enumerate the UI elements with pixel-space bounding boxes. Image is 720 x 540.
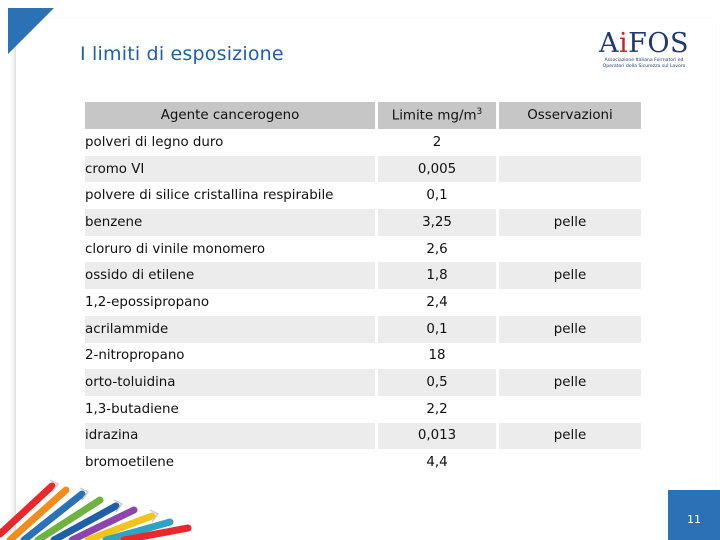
page-number: 11 bbox=[668, 490, 720, 540]
table-row bbox=[85, 289, 641, 316]
cell-limit: 0,1 bbox=[377, 316, 498, 343]
page-title: I limiti di esposizione bbox=[80, 43, 284, 65]
cell-agent: 2-nitropropano bbox=[85, 343, 377, 370]
cell-observations: pelle bbox=[498, 209, 642, 236]
cell-observations bbox=[498, 289, 642, 316]
cell-agent: cloruro di vinile monomero bbox=[85, 236, 377, 263]
logo-wordmark: AiFOS bbox=[598, 28, 689, 59]
cell-agent: polvere di silice cristallina respirabile bbox=[85, 182, 377, 209]
cell-observations bbox=[498, 156, 642, 183]
cell-agent: acrilammide bbox=[85, 316, 377, 343]
table-row bbox=[85, 236, 641, 263]
header-observations: Osservazioni bbox=[498, 102, 642, 129]
cell-agent: benzene bbox=[85, 209, 377, 236]
cell-agent: polveri di legno duro bbox=[85, 129, 377, 156]
table-row bbox=[85, 209, 641, 236]
cell-limit: 0,5 bbox=[377, 369, 498, 396]
cell-observations bbox=[498, 396, 642, 423]
table-row bbox=[85, 343, 641, 370]
header-limit: Limite $mg/m^3$ bbox=[377, 102, 498, 129]
cell-observations: pelle bbox=[498, 423, 642, 450]
cell-observations bbox=[498, 182, 642, 209]
table-row bbox=[85, 316, 641, 343]
cell-limit: 0,1 bbox=[377, 182, 498, 209]
cell-observations bbox=[498, 129, 642, 156]
table-row bbox=[85, 369, 641, 396]
exposure-limits-table bbox=[85, 102, 641, 476]
cell-observations bbox=[498, 343, 642, 370]
cell-agent: ossido di etilene bbox=[85, 262, 377, 289]
cell-limit: 2,4 bbox=[377, 289, 498, 316]
cell-observations bbox=[498, 449, 642, 476]
cell-limit: 2 bbox=[377, 129, 498, 156]
cell-agent: orto-toluidina bbox=[85, 369, 377, 396]
cell-limit: 0,013 bbox=[377, 423, 498, 450]
aifos-logo bbox=[596, 30, 692, 72]
cell-limit: 3,25 bbox=[377, 209, 498, 236]
table-row bbox=[85, 129, 641, 156]
header-agent: Agente cancerogeno bbox=[85, 102, 377, 129]
cell-limit: 18 bbox=[377, 343, 498, 370]
logo-subtitle-line2: Operatori della Sicurezza sul Lavoro bbox=[602, 63, 686, 69]
table-row bbox=[85, 156, 641, 183]
cell-agent: bromoetilene bbox=[85, 449, 377, 476]
cell-agent: idrazina bbox=[85, 423, 377, 450]
decorative-arrows bbox=[0, 446, 200, 540]
cell-observations: pelle bbox=[498, 262, 642, 289]
logo-subtitle-line1: Associazione Italiana Formatori ed bbox=[604, 58, 684, 63]
cell-observations: pelle bbox=[498, 369, 642, 396]
table-row bbox=[85, 262, 641, 289]
cell-observations: pelle bbox=[498, 316, 642, 343]
cell-limit: 2,2 bbox=[377, 396, 498, 423]
cell-agent: 1,2-epossipropano bbox=[85, 289, 377, 316]
cell-observations bbox=[498, 236, 642, 263]
cell-limit: 2,6 bbox=[377, 236, 498, 263]
cell-limit: 0,005 bbox=[377, 156, 498, 183]
cell-limit: 4,4 bbox=[377, 449, 498, 476]
cell-limit: 1,8 bbox=[377, 262, 498, 289]
table-row bbox=[85, 182, 641, 209]
cell-agent: cromo VI bbox=[85, 156, 377, 183]
corner-triangle-decoration bbox=[8, 8, 54, 54]
cell-agent: 1,3-butadiene bbox=[85, 396, 377, 423]
table-header-row bbox=[85, 102, 641, 129]
table-row bbox=[85, 396, 641, 423]
